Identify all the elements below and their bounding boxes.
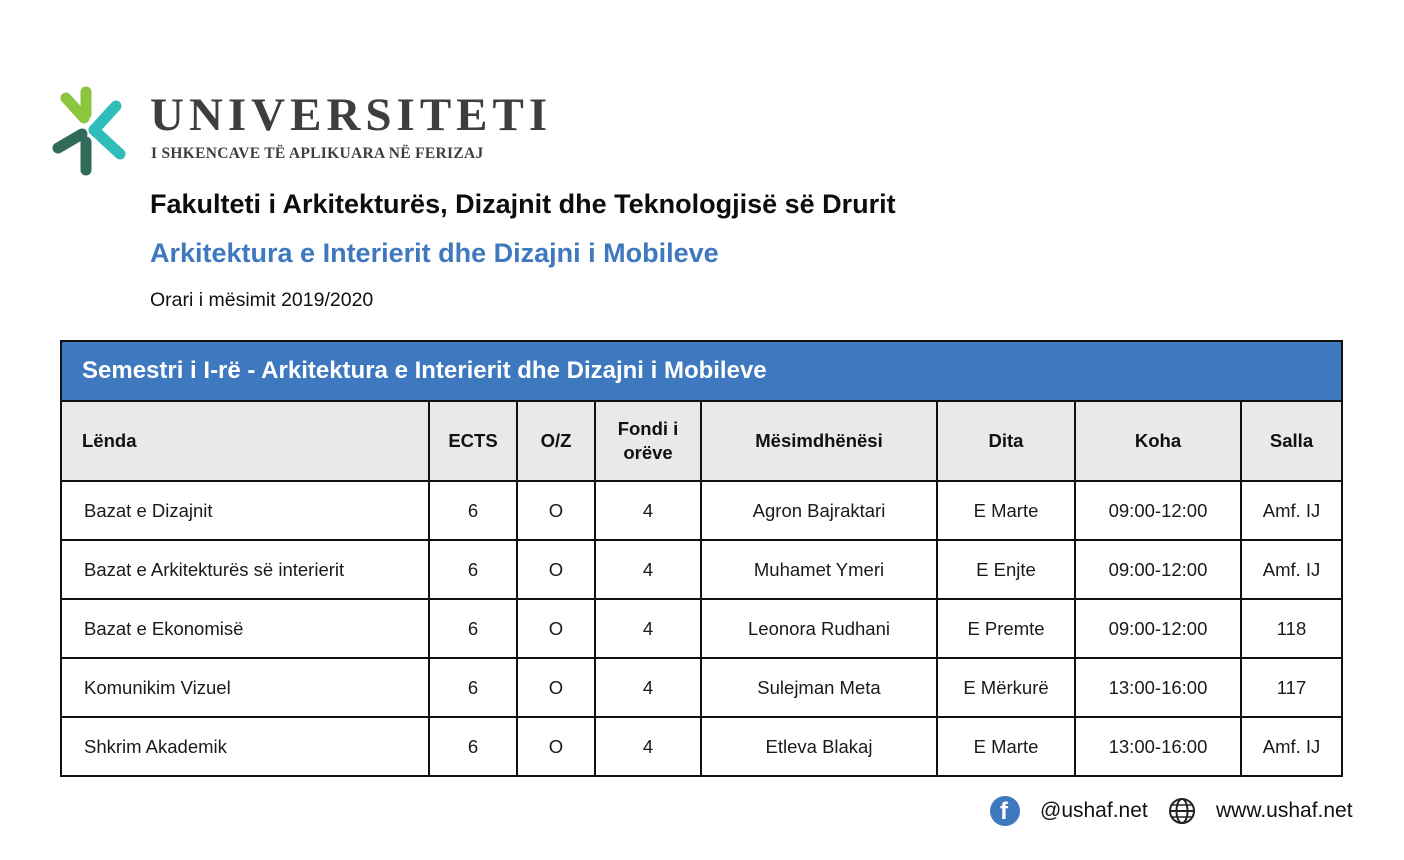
cell-salla: 117 <box>1241 658 1342 717</box>
cell-ects: 6 <box>429 658 517 717</box>
column-header-fondi: Fondi i orëve <box>595 401 701 481</box>
globe-icon <box>1168 797 1196 825</box>
cell-dita: E Enjte <box>937 540 1075 599</box>
schedule-year: Orari i mësimit 2019/2020 <box>150 289 374 311</box>
cell-dita: E Mërkurë <box>937 658 1075 717</box>
cell-fondi: 4 <box>595 658 701 717</box>
column-header-salla: Salla <box>1241 401 1342 481</box>
cell-mesimdhenesi: Muhamet Ymeri <box>701 540 937 599</box>
cell-oz: O <box>517 540 595 599</box>
cell-koha: 13:00-16:00 <box>1075 717 1241 776</box>
column-header-dita: Dita <box>937 401 1075 481</box>
cell-mesimdhenesi: Etleva Blakaj <box>701 717 937 776</box>
facebook-handle[interactable]: @ushaf.net <box>1040 799 1148 822</box>
table-row <box>61 717 1342 776</box>
schedule-table <box>60 340 1343 777</box>
website-link[interactable] <box>1168 796 1353 826</box>
cell-ects: 6 <box>429 717 517 776</box>
faculty-title: Fakulteti i Arkitekturës, Dizajnit dhe Teknologjisë së Drurit <box>150 189 896 219</box>
program-title: Arkitektura e Interierit dhe Dizajni i Mobileve <box>150 238 719 268</box>
cell-lenda: Shkrim Akademik <box>61 717 429 776</box>
facebook-icon: f <box>990 796 1020 826</box>
table-row <box>61 481 1342 540</box>
column-header-lenda: Lënda <box>61 401 429 481</box>
cell-oz: O <box>517 717 595 776</box>
facebook-link[interactable] <box>990 796 1148 826</box>
column-header-ects: ECTS <box>429 401 517 481</box>
cell-mesimdhenesi: Leonora Rudhani <box>701 599 937 658</box>
cell-fondi: 4 <box>595 599 701 658</box>
cell-ects: 6 <box>429 540 517 599</box>
table-row <box>61 599 1342 658</box>
column-header-koha: Koha <box>1075 401 1241 481</box>
semester-title: Semestri i I-rë - Arkitektura e Interierit dhe Dizajni i Mobileve <box>61 341 1342 401</box>
cell-fondi: 4 <box>595 481 701 540</box>
website-url[interactable]: www.ushaf.net <box>1216 799 1353 822</box>
cell-dita: E Marte <box>937 481 1075 540</box>
cell-fondi: 4 <box>595 540 701 599</box>
cell-koha: 09:00-12:00 <box>1075 481 1241 540</box>
university-subtitle: I SHKENCAVE TË APLIKUARA NË FERIZAJ <box>151 145 484 162</box>
university-logo-icon <box>48 84 132 180</box>
cell-ects: 6 <box>429 481 517 540</box>
cell-oz: O <box>517 481 595 540</box>
cell-koha: 09:00-12:00 <box>1075 599 1241 658</box>
university-name: UNIVERSITETI <box>150 89 553 141</box>
cell-dita: E Marte <box>937 717 1075 776</box>
cell-oz: O <box>517 658 595 717</box>
schedule-table-wrapper <box>60 340 1341 777</box>
table-row <box>61 540 1342 599</box>
cell-salla: Amf. IJ <box>1241 717 1342 776</box>
cell-dita: E Premte <box>937 599 1075 658</box>
table-row <box>61 658 1342 717</box>
cell-fondi: 4 <box>595 717 701 776</box>
cell-salla: Amf. IJ <box>1241 481 1342 540</box>
cell-lenda: Bazat e Ekonomisë <box>61 599 429 658</box>
table-header-row <box>61 401 1342 481</box>
cell-oz: O <box>517 599 595 658</box>
cell-salla: 118 <box>1241 599 1342 658</box>
cell-lenda: Komunikim Vizuel <box>61 658 429 717</box>
cell-lenda: Bazat e Dizajnit <box>61 481 429 540</box>
cell-ects: 6 <box>429 599 517 658</box>
cell-mesimdhenesi: Sulejman Meta <box>701 658 937 717</box>
cell-salla: Amf. IJ <box>1241 540 1342 599</box>
cell-lenda: Bazat e Arkitekturës së interierit <box>61 540 429 599</box>
cell-koha: 09:00-12:00 <box>1075 540 1241 599</box>
cell-mesimdhenesi: Agron Bajraktari <box>701 481 937 540</box>
column-header-oz: O/Z <box>517 401 595 481</box>
column-header-mesimdhenesi: Mësimdhënësi <box>701 401 937 481</box>
cell-koha: 13:00-16:00 <box>1075 658 1241 717</box>
